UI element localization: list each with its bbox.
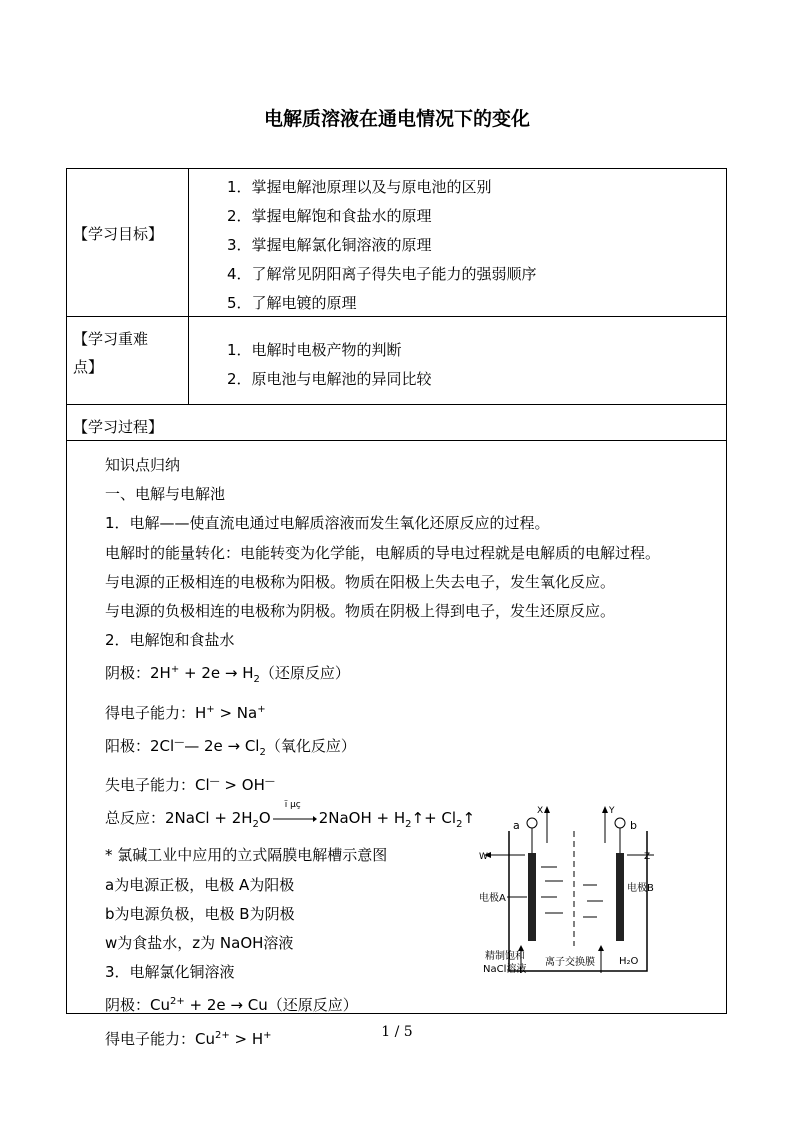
text-line: 电解时的能量转化：电能转变为化学能，电解质的导电过程就是电解质的电解过程。 <box>105 543 661 562</box>
keypoints-label-line2: 点】 <box>73 358 104 376</box>
subsection-heading: 2．电解饱和食盐水 <box>105 631 235 650</box>
terminal-a-label: a <box>513 819 520 832</box>
text-line: b为电源负极，电极 B为阴极 <box>105 904 295 923</box>
text-line: 知识点归纳 <box>105 456 181 474</box>
list-item: 1．电解时电极产物的判断 <box>227 341 402 359</box>
equation-line: 阴极：$2H^+ + 2e \to H_2$（还原反应） <box>105 664 350 686</box>
text-line: 失电子能力：Cl— > OH— <box>105 776 275 795</box>
text-line: * 氯碱工业中应用的立式隔膜电解槽示意图 <box>105 846 388 865</box>
page-number: 1 / 5 <box>381 1024 413 1040</box>
goals-list <box>227 173 537 318</box>
column-divider <box>188 169 189 404</box>
text-line: 1．电解——使直流电通过电解质溶液而发生氧化还原反应的过程。 <box>105 514 550 533</box>
list-item: 5．了解电镀的原理 <box>227 294 357 312</box>
row-divider <box>67 440 726 441</box>
membrane-label: 离子交换膜 <box>545 957 595 968</box>
keypoints-label <box>73 325 148 381</box>
outlet-x-label: X <box>537 806 544 816</box>
goals-label: 【学习目标】 <box>73 225 164 243</box>
brine-label-line2: NaCl溶液 <box>483 964 527 975</box>
keypoints-list <box>227 336 432 394</box>
text-line: w为食盐水，z为 NaOH溶液 <box>105 934 294 953</box>
electrolysis-cell-diagram <box>479 801 654 979</box>
text-line: 与电源的正极相连的电极称为阳极。物质在阳极上失去电子，发生氧化反应。 <box>105 572 616 591</box>
text-line: 得电子能力：H+ > Na+ <box>105 703 266 722</box>
list-item: 4．了解常见阴阳离子得失电子能力的强弱顺序 <box>227 265 537 283</box>
outlet-y-label: Y <box>609 806 615 816</box>
text-line: 得电子能力：$Cu^{2+} > H^+$ <box>105 1029 272 1048</box>
row-divider <box>67 404 726 405</box>
equation-line: 阴极：$Cu^{2+} + 2e \to Cu$（还原反应） <box>105 996 358 1015</box>
electrode-a-label: 电极A <box>479 893 506 904</box>
outlet-w-label: W <box>479 852 488 862</box>
reaction-arrow: ï µç <box>273 812 317 826</box>
equation-line: 阳极：2Cl—— $2e \to Cl_2$（氧化反应） <box>105 736 356 758</box>
outlet-z-label: Z <box>644 852 651 862</box>
list-item: 2．掌握电解饱和食盐水的原理 <box>227 207 432 225</box>
list-item: 1．掌握电解池原理以及与原电池的区别 <box>227 178 492 196</box>
text-line: 与电源的负极相连的电极称为阴极。物质在阴极上得到电子，发生还原反应。 <box>105 602 616 621</box>
page-title: 电解质溶液在通电情况下的变化 <box>263 108 530 130</box>
brine-label-line1: 精制饱和 <box>485 951 525 962</box>
text-line: a为电源正极，电极 A为阳极 <box>105 875 295 894</box>
terminal-b-label: b <box>630 819 637 832</box>
process-label: 【学习过程】 <box>73 418 164 436</box>
section-heading: 一、电解与电解池 <box>105 485 226 504</box>
water-label: H₂O <box>619 956 639 967</box>
keypoints-label-line1: 【学习重难 <box>73 330 149 348</box>
list-item: 3．掌握电解氯化铜溶液的原理 <box>227 236 432 254</box>
electrode-b-label: 电极B <box>627 883 654 894</box>
subsection-heading: 3．电解氯化铜溶液 <box>105 963 235 982</box>
list-item: 2．原电池与电解池的异同比较 <box>227 370 432 388</box>
overall-equation: 总反应：2NaCl + $2H_2O$ ï µç 2NaOH + $H_2↑+$ $Cl_2↑$ <box>105 799 476 831</box>
